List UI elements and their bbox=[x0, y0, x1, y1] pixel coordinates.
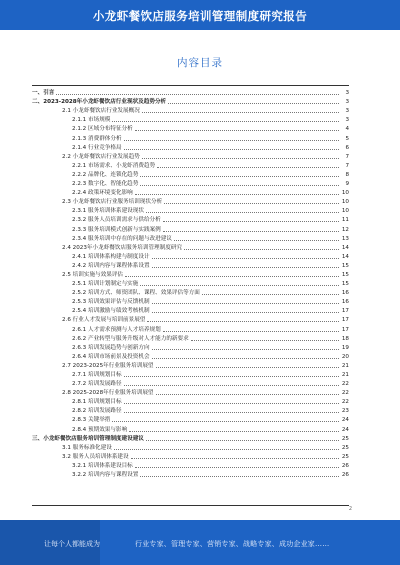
toc-entry[interactable] bbox=[32, 205, 349, 214]
toc-entry-page: 21 bbox=[341, 372, 349, 378]
toc-entry[interactable] bbox=[32, 151, 349, 160]
toc-entry[interactable] bbox=[32, 269, 349, 278]
toc-leader-dots bbox=[152, 254, 339, 259]
toc-entry[interactable] bbox=[32, 132, 349, 141]
toc-entry-page: 15 bbox=[341, 271, 349, 278]
toc-entry-page: 11 bbox=[341, 217, 349, 224]
toc-entry[interactable] bbox=[32, 242, 349, 251]
toc-entry-page: 14 bbox=[341, 253, 349, 260]
toc-leader-dots bbox=[129, 427, 339, 432]
toc-entry-page: 14 bbox=[341, 244, 349, 251]
toc-entry-page: 18 bbox=[341, 335, 349, 342]
toc-entry[interactable] bbox=[32, 160, 349, 169]
toc-entry[interactable] bbox=[32, 233, 349, 242]
toc-entry[interactable] bbox=[32, 178, 349, 187]
toc-leader-dots bbox=[164, 199, 339, 204]
toc-entry-page: 22 bbox=[341, 390, 349, 397]
toc-entry-page: 24 bbox=[341, 426, 349, 433]
toc-leader-dots bbox=[152, 299, 339, 304]
toc-entry-page: 3 bbox=[345, 108, 349, 115]
toc-entry-text: 2.6.2 产业转型与服务升级对人才能力的新要求 bbox=[72, 335, 189, 342]
toc-entry-text: 3.2.1 培训体系建设目标 bbox=[72, 462, 133, 469]
toc-entry[interactable] bbox=[32, 305, 349, 314]
toc-leader-dots bbox=[156, 390, 339, 395]
toc-entry-text: 2.2.2 品牌化、连锁化趋势 bbox=[72, 171, 139, 178]
toc-entry-page: 25 bbox=[341, 444, 349, 451]
toc-entry-text: 2.2.3 数字化、智能化趋势 bbox=[72, 181, 139, 188]
toc-entry-text: 2.4.2 培训内容与课程体系设置 bbox=[72, 262, 150, 269]
toc-entry[interactable] bbox=[32, 142, 349, 151]
toc-entry-text: 2.5 培训实施与效果评估 bbox=[62, 271, 124, 278]
toc-entry-page: 25 bbox=[341, 435, 349, 442]
toc-entry[interactable] bbox=[32, 114, 349, 123]
toc-entry-text: 2.4 2023年小龙虾餐饮店服务培训管理制度研究 bbox=[62, 244, 183, 251]
toc-leader-dots bbox=[124, 399, 339, 404]
toc-entry-page: 10 bbox=[341, 208, 349, 215]
toc-entry-page: 10 bbox=[341, 190, 349, 197]
toc-entry-text: 2.5.1 培训计划制定与实施 bbox=[72, 281, 139, 288]
toc-entry-text: 2.6.3 培训发展趋势与创新方向 bbox=[72, 344, 150, 351]
toc-entry-page: 4 bbox=[345, 126, 349, 133]
toc-entry[interactable] bbox=[32, 433, 349, 442]
toc-entry-page: 16 bbox=[341, 299, 349, 306]
toc-leader-dots bbox=[125, 272, 339, 277]
toc-entry-page: 19 bbox=[341, 344, 349, 351]
toc-leader-dots bbox=[140, 181, 339, 186]
toc-entry[interactable] bbox=[32, 378, 349, 387]
toc-entry[interactable] bbox=[32, 405, 349, 414]
table-of-contents bbox=[32, 87, 349, 478]
header-banner bbox=[0, 0, 400, 30]
toc-leader-dots bbox=[163, 327, 339, 332]
toc-leader-dots bbox=[156, 363, 339, 368]
toc-entry-text: 2.3.1 服务培训体系建设现状 bbox=[72, 208, 144, 215]
toc-entry[interactable] bbox=[32, 187, 349, 196]
toc-bottom-divider bbox=[32, 505, 349, 506]
toc-entry-text: 2.7 2023-2025年行业服务培训展望 bbox=[62, 362, 154, 369]
toc-entry-text: 3.1 服务标准化建设 bbox=[62, 444, 112, 451]
toc-entry-text: 2.1 小龙虾餐饮店行业发展概况 bbox=[62, 108, 140, 115]
toc-leader-dots bbox=[163, 227, 339, 232]
toc-entry-page: 9 bbox=[345, 181, 349, 188]
toc-entry-page: 17 bbox=[341, 317, 349, 324]
toc-leader-dots bbox=[124, 372, 339, 377]
toc-entry-page: 26 bbox=[341, 472, 349, 479]
toc-entry[interactable] bbox=[32, 442, 349, 451]
toc-leader-dots bbox=[124, 145, 339, 150]
toc-entry[interactable] bbox=[32, 351, 349, 360]
toc-entry[interactable] bbox=[32, 396, 349, 405]
toc-entry-text: 2.7.2 培训发展路径 bbox=[72, 381, 122, 388]
toc-entry[interactable] bbox=[32, 214, 349, 223]
page-number: 2 bbox=[348, 506, 352, 512]
toc-leader-dots bbox=[140, 281, 339, 286]
toc-entry-text: 2.1.2 区域分布特征分析 bbox=[72, 126, 133, 133]
toc-entry-page: 26 bbox=[341, 462, 349, 469]
toc-entry[interactable] bbox=[32, 87, 349, 96]
toc-leader-dots bbox=[152, 263, 339, 268]
toc-entry[interactable] bbox=[32, 414, 349, 423]
toc-entry-page: 8 bbox=[345, 171, 349, 178]
toc-entry-text: 2.2 小龙虾餐饮店行业发展趋势 bbox=[62, 153, 140, 160]
toc-entry-page: 10 bbox=[341, 199, 349, 206]
toc-entry-text: 2.8.4 预期效果与影响 bbox=[72, 426, 128, 433]
toc-entry[interactable] bbox=[32, 96, 349, 105]
toc-leader-dots bbox=[168, 99, 339, 104]
toc-entry[interactable] bbox=[32, 223, 349, 232]
toc-entry[interactable] bbox=[32, 260, 349, 269]
toc-entry-text: 2.3 小龙虾餐饮店行业服务培训现状分析 bbox=[62, 199, 163, 206]
toc-leader-dots bbox=[163, 217, 339, 222]
toc-entry-page: 13 bbox=[341, 235, 349, 242]
toc-entry-text: 2.3.3 服务培训模式创新与实践案例 bbox=[72, 226, 161, 233]
toc-entry[interactable] bbox=[32, 323, 349, 332]
toc-leader-dots bbox=[56, 90, 339, 95]
toc-leader-dots bbox=[135, 126, 339, 131]
toc-entry[interactable] bbox=[32, 251, 349, 260]
toc-leader-dots bbox=[124, 136, 339, 141]
toc-leader-dots bbox=[112, 417, 339, 422]
toc-entry-page: 22 bbox=[341, 381, 349, 388]
toc-entry[interactable] bbox=[32, 451, 349, 460]
toc-leader-dots bbox=[135, 463, 339, 468]
toc-entry-text: 2.1.3 消费群体分析 bbox=[72, 135, 122, 142]
toc-entry-text: 三、小龙虾餐饮店服务培训管理制度建设建议 bbox=[32, 435, 144, 442]
toc-entry-page: 23 bbox=[341, 408, 349, 415]
report-title: 小龙虾餐饮店服务培训管理制度研究报告 bbox=[92, 9, 308, 23]
toc-entry[interactable] bbox=[32, 469, 349, 478]
toc-entry-text: 3.2 服务人员培训体系建设 bbox=[62, 453, 129, 460]
toc-leader-dots bbox=[124, 408, 339, 413]
toc-top-divider bbox=[32, 85, 349, 86]
toc-leader-dots bbox=[146, 436, 339, 441]
footer-slogan: 让每个人都能成为 bbox=[44, 540, 100, 548]
toc-leader-dots bbox=[131, 454, 339, 459]
toc-entry-text: 2.8.3 关键举措 bbox=[72, 417, 111, 424]
toc-entry-text: 3.2.2 培训内容与课程设置 bbox=[72, 472, 139, 479]
toc-entry[interactable] bbox=[32, 314, 349, 323]
toc-entry-text: 2.8.1 培训规划目标 bbox=[72, 399, 122, 406]
toc-entry[interactable] bbox=[32, 342, 349, 351]
toc-leader-dots bbox=[191, 336, 339, 341]
toc-leader-dots bbox=[140, 472, 339, 477]
toc-leader-dots bbox=[152, 345, 339, 350]
toc-entry-page: 3 bbox=[345, 117, 349, 124]
toc-entry[interactable] bbox=[32, 333, 349, 342]
toc-leader-dots bbox=[112, 117, 339, 122]
toc-entry-page: 3 bbox=[345, 99, 349, 106]
toc-leader-dots bbox=[152, 354, 339, 359]
toc-entry-page: 7 bbox=[345, 153, 349, 160]
toc-entry[interactable] bbox=[32, 196, 349, 205]
toc-entry-text: 2.3.4 服务培训中存在的问题与改进建议 bbox=[72, 235, 172, 242]
toc-entry-text: 2.2.4 政策环境变化影响 bbox=[72, 190, 133, 197]
toc-leader-dots bbox=[184, 245, 339, 250]
toc-leader-dots bbox=[142, 154, 339, 159]
toc-entry-text: 2.5.2 培训方式、师资团队、课程、效果评估等方面 bbox=[72, 290, 200, 297]
toc-leader-dots bbox=[147, 317, 339, 322]
toc-leader-dots bbox=[157, 163, 339, 168]
toc-entry-page: 22 bbox=[341, 399, 349, 406]
toc-entry[interactable] bbox=[32, 287, 349, 296]
toc-entry[interactable] bbox=[32, 387, 349, 396]
toc-entry-text: 2.6.1 人才需求预测与人才培养规划 bbox=[72, 326, 161, 333]
toc-entry-page: 20 bbox=[341, 353, 349, 360]
footer-left-panel bbox=[0, 520, 100, 565]
toc-entry-page: 15 bbox=[341, 281, 349, 288]
toc-entry-text: 2.1.4 行业竞争格局 bbox=[72, 144, 122, 151]
toc-entry[interactable] bbox=[32, 360, 349, 369]
toc-entry[interactable] bbox=[32, 460, 349, 469]
toc-entry-page: 24 bbox=[341, 417, 349, 424]
toc-leader-dots bbox=[124, 381, 339, 386]
toc-entry[interactable] bbox=[32, 296, 349, 305]
toc-entry-text: 2.1.1 市场规模 bbox=[72, 117, 111, 124]
toc-entry-text: 二、2023-2028年小龙虾餐饮店行业现状及趋势分析 bbox=[32, 99, 167, 106]
toc-entry-text: 2.6 行业人才发展与培训前景展望 bbox=[62, 317, 146, 324]
toc-title: 内容目录 bbox=[177, 57, 223, 69]
toc-leader-dots bbox=[152, 308, 339, 313]
toc-entry-page: 15 bbox=[341, 262, 349, 269]
toc-entry-page: 7 bbox=[345, 162, 349, 169]
toc-entry-page: 17 bbox=[341, 326, 349, 333]
toc-entry[interactable] bbox=[32, 278, 349, 287]
toc-entry-page: 25 bbox=[341, 453, 349, 460]
toc-entry-text: 2.6.4 培训市场前景及投资机会 bbox=[72, 353, 150, 360]
toc-leader-dots bbox=[146, 208, 339, 213]
toc-entry-text: 2.5.4 培训激励与绩效考核机制 bbox=[72, 308, 150, 315]
toc-entry-page: 16 bbox=[341, 290, 349, 297]
toc-leader-dots bbox=[135, 190, 339, 195]
toc-entry[interactable] bbox=[32, 169, 349, 178]
toc-entry-page: 21 bbox=[341, 362, 349, 369]
toc-leader-dots bbox=[202, 290, 339, 295]
toc-entry-text: 2.4.1 培训体系构建与制度设计 bbox=[72, 253, 150, 260]
toc-entry-page: 6 bbox=[345, 144, 349, 151]
toc-entry-text: 2.2.1 市场需求、小龙虾消费趋势 bbox=[72, 162, 156, 169]
toc-leader-dots bbox=[114, 445, 339, 450]
toc-entry-page: 17 bbox=[341, 308, 349, 315]
toc-entry-page: 12 bbox=[341, 226, 349, 233]
toc-entry-text: 2.8.2 培训发展路径 bbox=[72, 408, 122, 415]
footer-tagline: 行业专家、管理专家、营销专家、战略专家、成功企业家…… bbox=[135, 540, 330, 548]
toc-entry-text: 2.7.1 培训规划目标 bbox=[72, 372, 122, 378]
toc-entry-text: 2.5.3 培训效果评估与反馈机制 bbox=[72, 299, 150, 306]
toc-entry-text: 2.3.2 服务人员培训需求与供给分析 bbox=[72, 217, 161, 224]
toc-entry[interactable] bbox=[32, 369, 349, 378]
toc-entry-text: 2.8 2025-2028年行业服务培训展望 bbox=[62, 390, 154, 397]
toc-leader-dots bbox=[174, 236, 339, 241]
toc-entry-page: 3 bbox=[345, 90, 349, 97]
toc-entry[interactable] bbox=[32, 123, 349, 132]
footer-banner bbox=[0, 520, 400, 565]
toc-entry-text: 一、引言 bbox=[32, 90, 55, 97]
toc-entry[interactable] bbox=[32, 423, 349, 432]
toc-leader-dots bbox=[142, 108, 339, 113]
toc-entry[interactable] bbox=[32, 105, 349, 114]
toc-entry-page: 5 bbox=[345, 135, 349, 142]
toc-leader-dots bbox=[140, 172, 339, 177]
